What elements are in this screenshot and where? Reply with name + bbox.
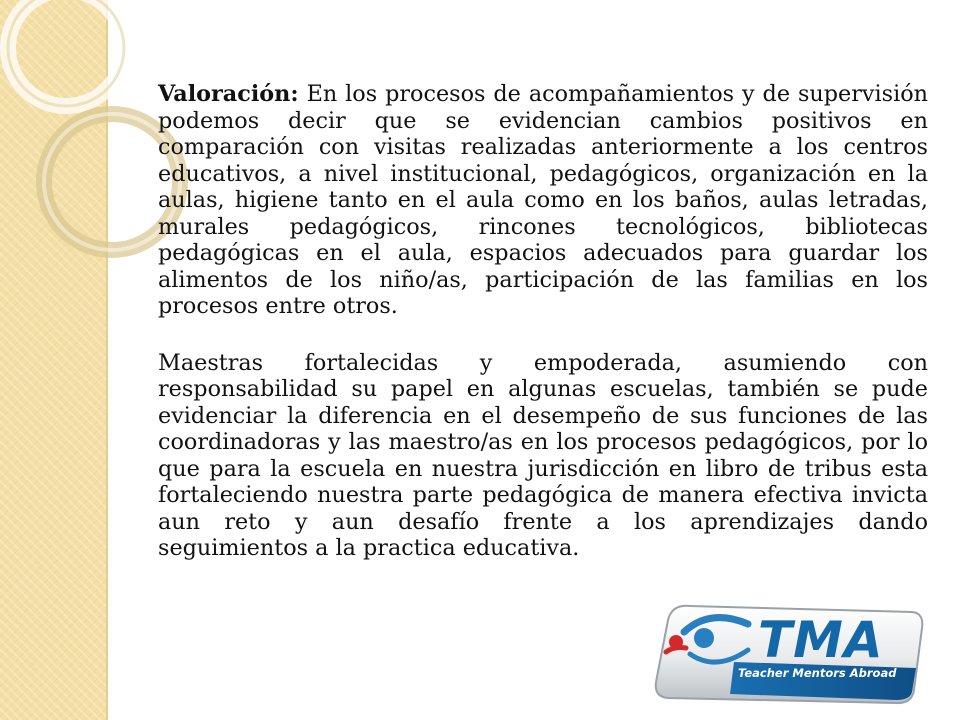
paragraph-maestras: Maestras fortalecidas y empoderada, asumiendo con responsabilidad su papel en algunas escuelas, también se pude evidenciar la diferencia en el desempeño de sus funciones de las coordinadoras y las maestro/as en los procesos pedagógicos, por lo que para la escuela en nuestra jurisdicción en libro de tribus esta fortaleciendo nuestra parte pedagógica de manera efectiva invicta aun reto y aun desafío frente a los aprendizajes dando seguimientos a la practica educativa. [158, 349, 928, 561]
main-text [158, 81, 928, 562]
valoracion-heading: Valoración: [158, 81, 299, 107]
paragraph-valoracion [158, 81, 928, 320]
tma-logo [650, 598, 926, 710]
tma-wordmark: TMA [758, 611, 884, 669]
figure-head-icon [694, 628, 714, 648]
tma-tagline: Teacher Mentors Abroad [738, 666, 897, 680]
valoracion-body: En los procesos de acompañamientos y de supervisión podemos decir que se evidencian cambios positivos en comparación con visitas realizadas anteriormente a los centros educativos, a nivel institucional, pedagógicos, organización en la aulas, higiene tanto en el aula como en los baños, aulas letradas, murales pedagógicos, rincones tecnológicos, bibliotecas pedagógicas en el aula, espacios adecuados para guardar los alimentos de los niño/as, participación de las familias en los procesos entre otros. [158, 81, 928, 319]
